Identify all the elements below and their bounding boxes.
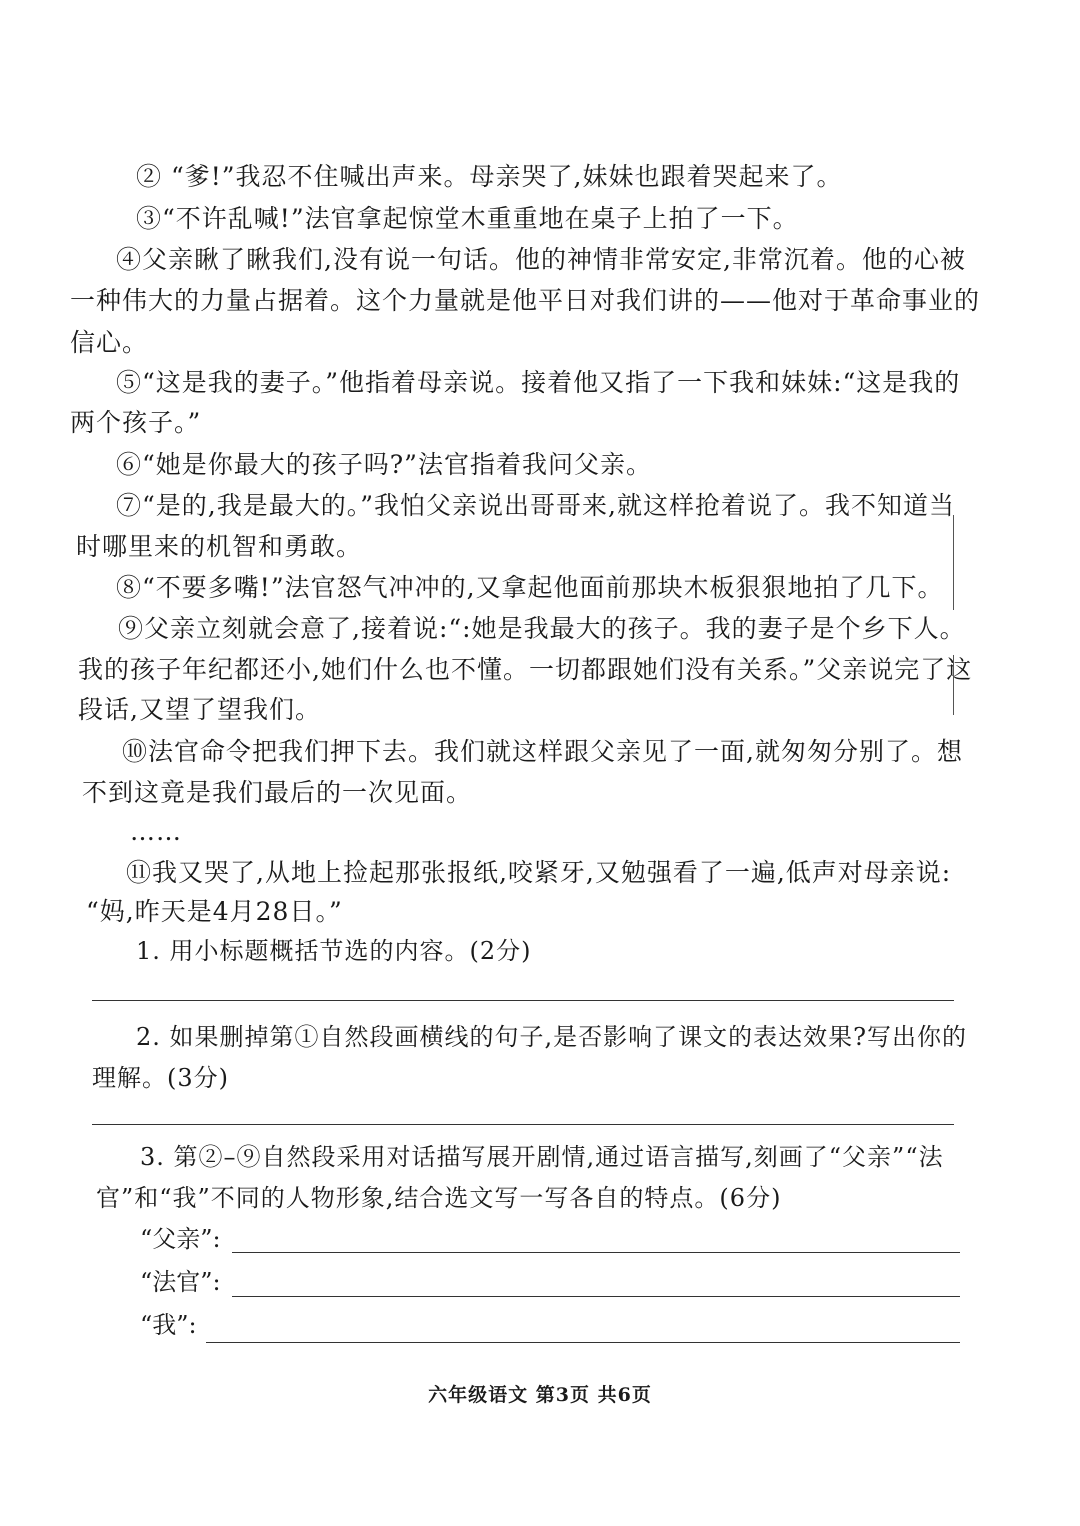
question-3-line-2: 官”和“我”不同的人物形象,结合选文写一写各自的特点。(6分) bbox=[96, 1184, 782, 1212]
answer-line-q1[interactable] bbox=[92, 1000, 954, 1001]
question-2-line-2: 理解。(3分) bbox=[92, 1064, 229, 1092]
question-1: 1. 用小标题概括节选的内容。(2分) bbox=[136, 937, 532, 965]
answer-label-me: “我”: bbox=[140, 1311, 197, 1339]
paragraph-5-line-1: ⑤“这是我的妻子。”他指着母亲说。接着他又指了一下我和妹妹:“这是我的 bbox=[116, 368, 961, 397]
paragraph-11-line-2: “妈,昨天是4月28日。” bbox=[86, 897, 343, 926]
answer-label-judge: “法官”: bbox=[140, 1268, 221, 1296]
paragraph-7-line-2: 时哪里来的机智和勇敢。 bbox=[76, 532, 363, 561]
paragraph-4-line-3: 信心。 bbox=[70, 328, 149, 357]
answer-label-father: “父亲”: bbox=[140, 1225, 221, 1253]
paragraph-10-line-1: ⑩法官命令把我们押下去。我们就这样跟父亲见了一面,就匆匆分别了。想 bbox=[122, 737, 963, 766]
page-footer: 六年级语文 第3页 共6页 bbox=[428, 1384, 652, 1406]
paragraph-8: ⑧“不要多嘴!”法官怒气冲冲的,又拿起他面前那块木板狠狠地拍了几下。 bbox=[116, 573, 944, 602]
paragraph-9-line-2: 我的孩子年纪都还小,她们什么也不懂。一切都跟她们没有关系。”父亲说完了这 bbox=[78, 655, 973, 684]
paragraph-6: ⑥“她是你最大的孩子吗?”法官指着我问父亲。 bbox=[116, 450, 652, 479]
paragraph-9-line-1: ⑨父亲立刻就会意了,接着说:“:她是我最大的孩子。我的妻子是个乡下人。 bbox=[118, 614, 966, 643]
scan-edge-line bbox=[953, 515, 954, 610]
paragraph-4-line-1: ④父亲瞅了瞅我们,没有说一句话。他的神情非常安定,非常沉着。他的心被 bbox=[116, 245, 966, 274]
scan-edge-line bbox=[953, 655, 954, 715]
answer-line-me[interactable] bbox=[206, 1342, 960, 1343]
answer-line-father[interactable] bbox=[232, 1252, 960, 1253]
paragraph-7-line-1: ⑦“是的,我是最大的。”我怕父亲说出哥哥来,就这样抢着说了。我不知道当 bbox=[116, 491, 955, 520]
answer-line-q2[interactable] bbox=[92, 1124, 954, 1125]
question-3-line-1: 3. 第②–⑨自然段采用对话描写展开剧情,通过语言描写,刻画了“父亲”“法 bbox=[140, 1143, 944, 1171]
paragraph-4-line-2: 一种伟大的力量占据着。这个力量就是他平日对我们讲的——他对于革命事业的 bbox=[70, 286, 981, 315]
paragraph-5-line-2: 两个孩子。” bbox=[70, 408, 202, 437]
ellipsis: …… bbox=[130, 817, 182, 846]
paragraph-11-line-1: ⑪我又哭了,从地上捡起那张报纸,咬紧牙,又勉强看了一遍,低声对母亲说: bbox=[126, 858, 952, 887]
answer-line-judge[interactable] bbox=[232, 1296, 960, 1297]
paragraph-2: ② “爹!”我忍不住喊出声来。母亲哭了,妹妹也跟着哭起来了。 bbox=[136, 162, 843, 191]
paragraph-3: ③“不许乱喊!”法官拿起惊堂木重重地在桌子上拍了一下。 bbox=[136, 204, 799, 233]
question-2-line-1: 2. 如果删掉第①自然段画横线的句子,是否影响了课文的表达效果?写出你的 bbox=[136, 1023, 968, 1051]
paragraph-10-line-2: 不到这竟是我们最后的一次见面。 bbox=[82, 778, 473, 807]
paragraph-9-line-3: 段话,又望了望我们。 bbox=[78, 695, 321, 724]
